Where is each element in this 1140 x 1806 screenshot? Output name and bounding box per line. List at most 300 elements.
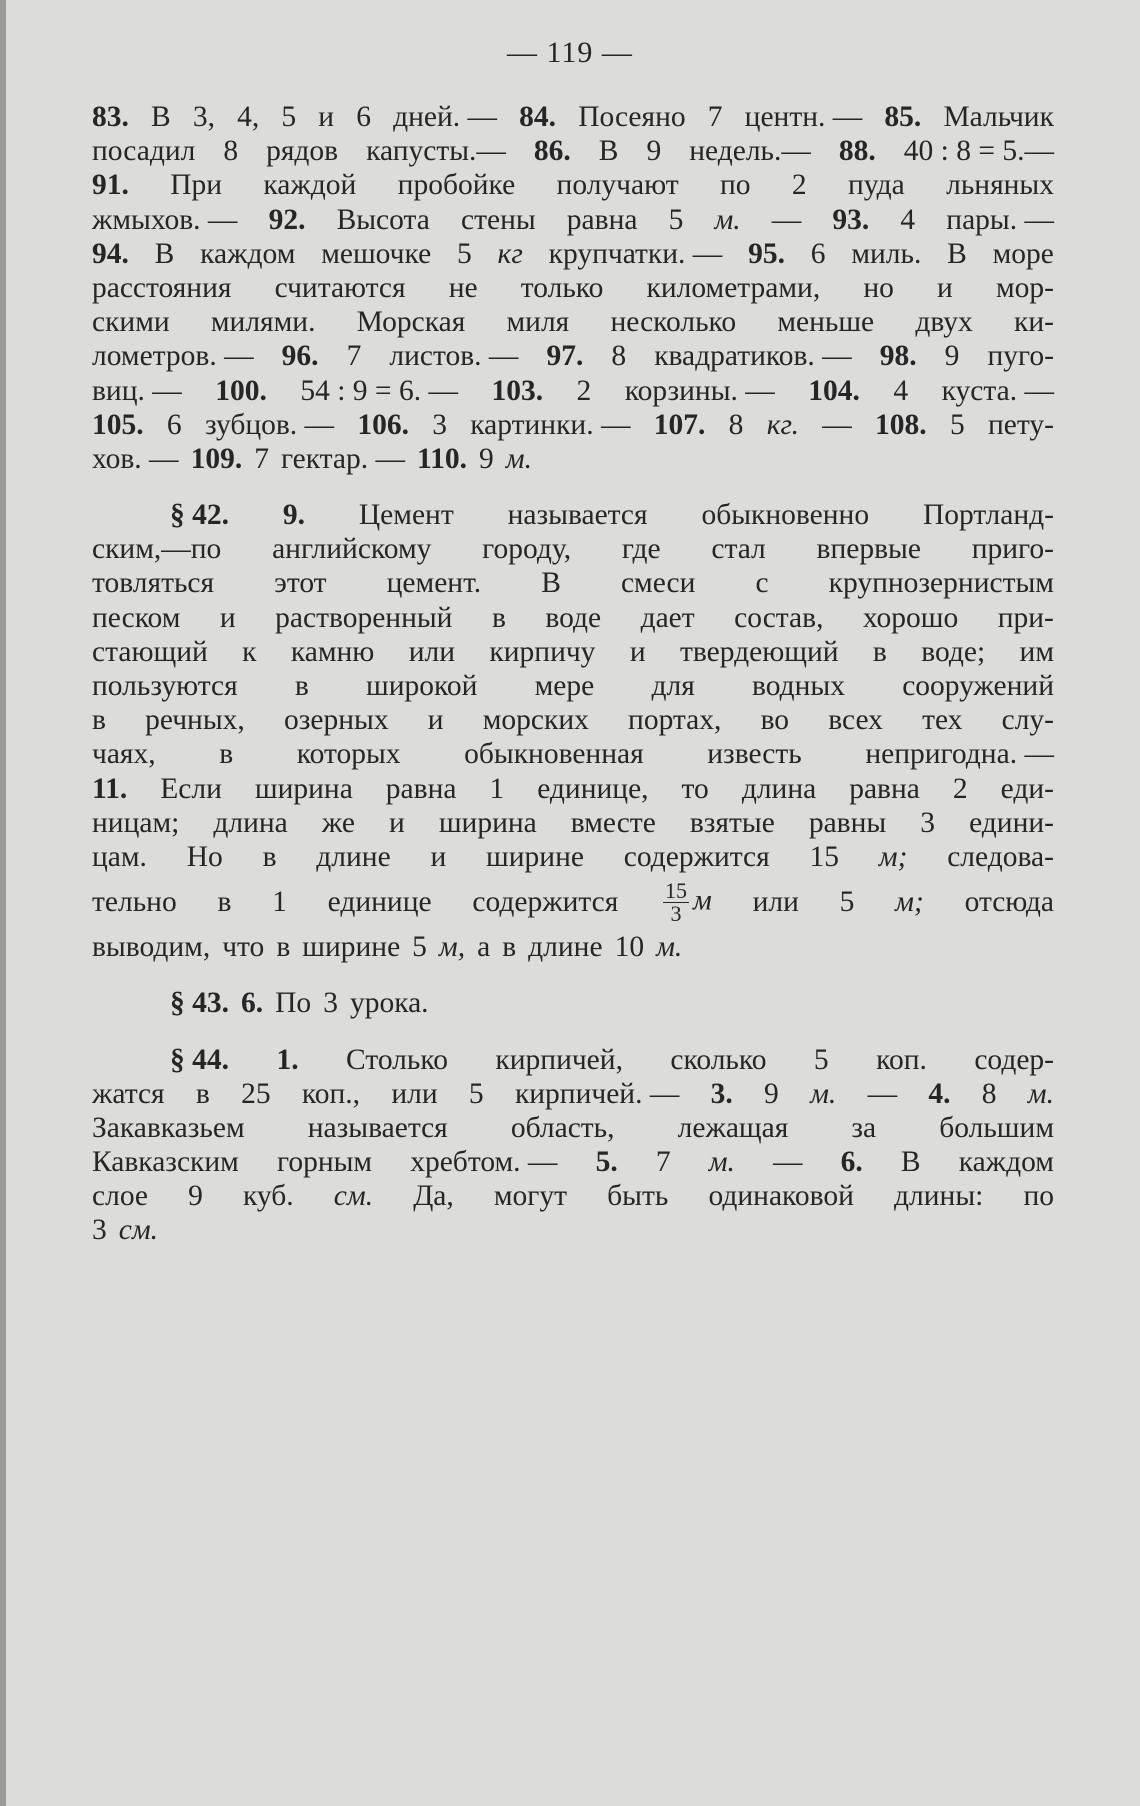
- text-word: пуда: [847, 169, 905, 202]
- item-number: 93.: [832, 203, 870, 236]
- text-word: или: [391, 1077, 438, 1110]
- page-body: [92, 100, 1054, 1248]
- text-word: всех: [828, 704, 883, 737]
- text-word: длина: [741, 772, 817, 805]
- text-word: еди-: [1000, 772, 1054, 805]
- text-line: [92, 374, 1054, 408]
- text-word: картинки. —: [470, 408, 631, 441]
- text-word: 10: [614, 931, 645, 964]
- text-word: выводим,: [92, 931, 211, 964]
- text-word: могут: [493, 1180, 568, 1213]
- item-number: 104.: [808, 374, 860, 407]
- text-word: дней. —: [393, 101, 498, 133]
- text-word: стал: [711, 533, 766, 566]
- text-word: 3: [432, 408, 447, 441]
- text-word: центн. —: [744, 101, 863, 133]
- text-word: с: [755, 567, 769, 600]
- text-line: [92, 703, 1054, 737]
- text-word: пробойке: [397, 169, 516, 202]
- text-word: взятые: [689, 806, 775, 839]
- text-word: чаях,: [92, 738, 156, 771]
- text-word: 3,: [192, 101, 215, 133]
- text-word: и: [427, 704, 444, 737]
- text-word: дает: [640, 601, 695, 634]
- text-word: 8: [728, 408, 744, 441]
- text-word: получают: [556, 169, 679, 202]
- text-word: 9: [764, 1077, 779, 1110]
- text-word: и: [219, 601, 236, 634]
- text-word: воде;: [921, 635, 986, 668]
- text-word: и: [388, 806, 405, 839]
- text-word: ки-: [1013, 306, 1054, 339]
- item-number: 83.: [92, 101, 129, 133]
- text-line: [92, 203, 1054, 237]
- text-word: 40 : 8 = 5.—: [903, 135, 1054, 168]
- text-word: во: [760, 704, 790, 737]
- text-word: в: [92, 704, 106, 737]
- text-word: м;: [895, 886, 924, 919]
- item-number: 105.: [92, 408, 144, 441]
- text-word: каждом: [958, 1146, 1054, 1179]
- item-number: 95.: [748, 237, 785, 270]
- text-word: В: [598, 135, 619, 168]
- text-word: для: [651, 670, 695, 702]
- text-line: [92, 498, 1054, 532]
- text-word: сооружений: [902, 670, 1054, 702]
- item-number: 9.: [282, 499, 305, 532]
- text-word: за: [851, 1111, 877, 1144]
- text-word: песком: [92, 601, 181, 634]
- text-word: Если: [160, 772, 222, 805]
- text-word: 2: [791, 169, 807, 202]
- text-word: По: [275, 987, 312, 1020]
- text-word: виц. —: [92, 374, 182, 407]
- text-line: [92, 1145, 1054, 1179]
- text-line: [92, 134, 1054, 168]
- text-word: 4,: [237, 101, 260, 133]
- text-word: 5: [281, 101, 297, 133]
- text-word: единице: [327, 886, 432, 919]
- item-number: § 42.: [170, 499, 229, 532]
- text-word: едини-: [969, 806, 1054, 839]
- text-line: [92, 806, 1054, 840]
- text-word: равна: [849, 772, 920, 805]
- text-word: равны: [808, 806, 887, 839]
- text-word: считаются: [274, 271, 406, 304]
- text-word: состав,: [734, 601, 824, 634]
- text-word: слу-: [1001, 704, 1054, 737]
- text-word: м.: [810, 1077, 837, 1110]
- text-word: равна: [566, 203, 638, 236]
- text-word: хов. —: [92, 442, 179, 475]
- text-word: километрами,: [646, 271, 821, 304]
- item-number: 11.: [92, 772, 128, 805]
- paragraph-p83: [92, 100, 1054, 476]
- text-word: где: [621, 533, 661, 566]
- text-word: по: [719, 169, 751, 202]
- text-line: [92, 737, 1054, 771]
- text-word: —: [771, 203, 802, 236]
- text-word: Высота: [336, 203, 430, 236]
- text-word: м.: [656, 931, 683, 964]
- page-number: — 119 —: [507, 36, 633, 69]
- text-word: 4: [900, 203, 916, 236]
- text-word: в: [872, 635, 887, 668]
- text-word: м.: [505, 442, 532, 475]
- text-word: Но: [186, 840, 223, 873]
- text-word: ширине: [302, 931, 401, 964]
- text-word: приго-: [971, 533, 1054, 566]
- text-word: ширине: [486, 840, 584, 873]
- text-word: твердеющий: [679, 635, 839, 668]
- text-word: Кавказским: [92, 1146, 239, 1179]
- text-word: см.: [118, 1214, 159, 1247]
- text-word: длина: [213, 806, 288, 839]
- text-word: Посеяно: [578, 101, 686, 133]
- text-word: гектар. —: [280, 442, 406, 475]
- text-word: содер-: [974, 1043, 1054, 1076]
- text-word: озерных: [283, 704, 389, 737]
- text-word: м,: [438, 931, 466, 964]
- text-word: 5: [813, 1043, 829, 1076]
- text-word: тех: [922, 704, 963, 737]
- text-word: отсюда: [964, 886, 1054, 919]
- text-word: Закавказьем: [92, 1111, 245, 1144]
- text-line: [92, 840, 1054, 874]
- paragraph-p43: [92, 986, 1054, 1020]
- text-word: цам.: [92, 840, 147, 873]
- text-word: 7: [254, 442, 269, 475]
- text-word: Да,: [413, 1180, 454, 1213]
- item-number: 84.: [519, 101, 557, 133]
- text-word: пары. —: [946, 203, 1054, 236]
- text-line: [92, 772, 1054, 806]
- text-word: В: [900, 1146, 921, 1179]
- text-word: широкой: [366, 670, 478, 702]
- text-word: хребтом. —: [410, 1146, 558, 1179]
- item-number: 1.: [276, 1043, 299, 1076]
- item-number: 88.: [838, 135, 876, 168]
- item-number: 85.: [884, 101, 922, 133]
- text-line: [92, 566, 1054, 600]
- item-number: 3.: [710, 1077, 733, 1110]
- text-word: в: [294, 670, 309, 702]
- text-word: 8: [611, 340, 627, 373]
- text-word: —: [867, 1077, 898, 1110]
- text-word: 5: [668, 203, 684, 236]
- text-word: 5: [468, 1077, 484, 1110]
- item-number: 109.: [190, 442, 243, 475]
- text-word: м.: [708, 1146, 735, 1179]
- text-word: 9: [188, 1180, 203, 1213]
- text-word: вместе: [570, 806, 656, 839]
- text-word: обыкновенная: [464, 738, 644, 771]
- text-word: 8: [223, 135, 239, 168]
- text-word: им: [1019, 635, 1054, 668]
- text-word: в: [491, 601, 506, 634]
- text-line: [92, 1179, 1054, 1213]
- text-word: пользуются: [92, 670, 238, 702]
- text-word: 5: [839, 886, 855, 919]
- text-word: крупнозернистым: [828, 567, 1054, 600]
- text-word: 6: [166, 408, 182, 441]
- text-word: каждом: [200, 237, 296, 270]
- text-word: миль.: [851, 237, 922, 270]
- text-line: [92, 1043, 1054, 1077]
- text-word: 5: [949, 408, 965, 441]
- text-word: —: [773, 1146, 803, 1179]
- text-word: жатся: [92, 1077, 165, 1110]
- text-word: Мальчик: [943, 101, 1054, 133]
- text-word: двух: [915, 306, 973, 339]
- text-word: большим: [939, 1111, 1054, 1144]
- text-word: единице,: [537, 772, 649, 805]
- text-word: но: [863, 271, 894, 304]
- text-word: недель.—: [689, 135, 811, 168]
- text-word: длине: [316, 840, 391, 873]
- text-word: 9: [944, 340, 960, 373]
- text-word: или: [752, 886, 799, 919]
- text-word: горным: [276, 1146, 373, 1179]
- text-word: 7: [655, 1146, 671, 1179]
- text-line: [92, 601, 1054, 635]
- item-number: 108.: [875, 408, 927, 441]
- text-word: мешочке: [321, 237, 432, 270]
- text-word: равна: [385, 772, 457, 805]
- text-word: В: [947, 237, 967, 270]
- text-word: быть: [607, 1180, 669, 1213]
- text-word: лежащая: [677, 1111, 789, 1144]
- text-word: 9: [479, 442, 494, 475]
- text-word: сколько: [670, 1043, 767, 1076]
- text-line: [92, 1213, 1054, 1247]
- text-word: кг: [497, 237, 523, 270]
- text-word: область,: [510, 1111, 615, 1144]
- text-word: при-: [997, 601, 1054, 634]
- text-word: посадил: [92, 135, 196, 168]
- text-word: м;: [878, 840, 908, 873]
- item-number: § 43.: [170, 987, 229, 1020]
- text-word: куста. —: [941, 374, 1054, 407]
- item-number: 4.: [928, 1077, 951, 1110]
- text-line: [92, 1077, 1054, 1111]
- text-word: и: [430, 840, 447, 873]
- text-word: ским,—по: [92, 533, 222, 566]
- text-word: рядов: [266, 135, 339, 168]
- text-line: [92, 442, 1054, 476]
- text-word: ницам;: [92, 806, 180, 839]
- text-word: английскому: [272, 533, 432, 566]
- text-word: морских: [482, 704, 589, 737]
- text-word: 7: [707, 101, 723, 133]
- text-line: [92, 669, 1054, 703]
- item-number: 92.: [268, 203, 306, 236]
- text-word: что: [222, 931, 265, 964]
- text-word: ширина: [438, 806, 537, 839]
- text-word: то: [681, 772, 709, 805]
- text-word: а: [477, 931, 491, 964]
- fraction: $\frac{15}{3}$ м: [665, 877, 712, 926]
- text-word: в: [276, 931, 291, 964]
- text-line: [92, 874, 1054, 930]
- text-word: по: [1023, 1180, 1054, 1213]
- text-line: [92, 1111, 1054, 1145]
- text-word: камню: [290, 635, 375, 668]
- text-word: Цемент: [358, 499, 454, 532]
- item-number: § 44.: [170, 1043, 229, 1076]
- text-word: миля: [506, 306, 570, 339]
- text-line: [92, 635, 1054, 669]
- text-word: каждой: [263, 169, 357, 202]
- text-word: портах,: [628, 704, 722, 737]
- text-line: [92, 930, 1054, 964]
- text-word: в: [217, 886, 232, 919]
- text-word: В: [151, 101, 171, 133]
- text-word: только: [520, 271, 604, 304]
- item-number: 100.: [215, 374, 267, 407]
- text-word: 6: [810, 237, 826, 270]
- text-word: 6: [356, 101, 371, 133]
- item-number: 6.: [241, 987, 264, 1020]
- text-line: [92, 408, 1054, 442]
- text-word: смеси: [620, 567, 696, 600]
- text-word: или: [408, 635, 456, 668]
- text-word: зубцов. —: [204, 408, 335, 441]
- text-word: 4: [893, 374, 909, 407]
- item-number: 103.: [491, 374, 544, 407]
- text-word: м.: [714, 203, 741, 236]
- text-word: мере: [534, 670, 595, 702]
- text-word: коп.: [876, 1043, 927, 1076]
- text-word: воде: [545, 601, 602, 634]
- item-number: 110.: [417, 442, 468, 475]
- text-word: к: [242, 635, 257, 668]
- text-line: [92, 305, 1054, 339]
- item-number: 86.: [533, 135, 571, 168]
- text-word: коп.,: [301, 1077, 361, 1110]
- text-word: не: [448, 271, 478, 304]
- text-word: и: [629, 635, 646, 668]
- text-word: Морская: [356, 306, 466, 339]
- paragraph-p44: [92, 1043, 1054, 1248]
- text-word: обыкновенно: [701, 499, 870, 532]
- text-word: которых: [296, 738, 401, 771]
- text-word: стающий: [92, 635, 208, 668]
- text-word: 5: [412, 931, 427, 964]
- text-word: см.: [333, 1180, 374, 1213]
- text-word: называется: [307, 1111, 448, 1144]
- text-word: куб.: [243, 1180, 294, 1213]
- text-word: несколько: [610, 306, 737, 339]
- text-word: милями.: [210, 306, 316, 339]
- text-word: слое: [92, 1180, 149, 1213]
- text-word: и: [937, 271, 953, 304]
- text-word: жмыхов. —: [92, 203, 238, 236]
- paragraph-gap: [92, 964, 1054, 986]
- text-word: кирпичей. —: [514, 1077, 680, 1110]
- text-word: 3: [323, 987, 338, 1020]
- text-word: 25: [241, 1077, 271, 1110]
- text-word: кирпичу: [489, 635, 596, 668]
- text-word: в: [262, 840, 277, 873]
- paragraph-p42: [92, 498, 1054, 964]
- text-word: 2: [952, 772, 968, 805]
- text-word: 5: [456, 237, 472, 270]
- item-number: 6.: [840, 1146, 863, 1179]
- text-line: [92, 168, 1054, 202]
- text-word: 1: [272, 886, 287, 919]
- text-word: 1: [489, 772, 505, 805]
- text-word: 2: [576, 374, 592, 407]
- text-word: При: [170, 169, 223, 202]
- text-word: товляться: [92, 567, 215, 600]
- text-line: [92, 986, 1054, 1020]
- text-word: расстояния: [92, 271, 232, 304]
- text-word: льняных: [946, 169, 1054, 202]
- text-word: капусты.—: [366, 135, 506, 168]
- text-word: непригодна. —: [865, 738, 1054, 771]
- text-word: 54 : 9 = 6. —: [300, 374, 458, 407]
- text-word: пету-: [987, 408, 1054, 441]
- text-word: содержится: [472, 886, 619, 919]
- text-line: [92, 100, 1054, 134]
- text-word: хорошо: [862, 601, 959, 634]
- text-word: 15: [809, 840, 839, 873]
- text-word: В: [541, 567, 561, 600]
- text-word: мор-: [995, 271, 1054, 304]
- text-word: В: [154, 237, 175, 270]
- text-word: цемент.: [386, 567, 482, 600]
- text-word: корзины. —: [624, 374, 775, 407]
- text-word: меньше: [777, 306, 875, 339]
- text-word: урока.: [349, 987, 429, 1020]
- text-word: крупчатки. —: [548, 237, 723, 270]
- item-number: 97.: [546, 340, 584, 373]
- text-word: следова-: [947, 840, 1054, 873]
- text-word: длины:: [894, 1180, 984, 1213]
- text-word: же: [321, 806, 355, 839]
- item-number: 98.: [879, 340, 917, 373]
- text-word: —: [822, 408, 852, 441]
- text-word: ширина: [254, 772, 353, 805]
- text-word: в: [219, 738, 234, 771]
- text-word: скими: [92, 306, 170, 339]
- text-word: 8: [981, 1077, 997, 1110]
- text-word: 3: [920, 806, 936, 839]
- text-word: и: [318, 101, 335, 133]
- text-word: растворенный: [275, 601, 453, 634]
- text-word: этот: [274, 567, 327, 600]
- text-word: впервые: [816, 533, 921, 566]
- text-word: одинаковой: [708, 1180, 854, 1213]
- item-number: 5.: [595, 1146, 618, 1179]
- item-number: 91.: [92, 169, 129, 202]
- text-word: в: [195, 1077, 210, 1110]
- text-word: 9: [646, 135, 662, 168]
- text-word: содержится: [623, 840, 770, 873]
- item-number: 94.: [92, 237, 129, 270]
- item-number: 107.: [653, 408, 706, 441]
- text-word: известь: [707, 738, 802, 771]
- text-line: [92, 271, 1054, 305]
- text-word: кг.: [766, 408, 799, 441]
- text-word: квадратиков. —: [654, 340, 852, 373]
- text-word: кирпичей,: [495, 1043, 623, 1076]
- text-word: 7: [346, 340, 362, 373]
- text-word: 3: [92, 1214, 107, 1247]
- text-word: Столько: [346, 1043, 448, 1076]
- text-word: называется: [507, 499, 648, 532]
